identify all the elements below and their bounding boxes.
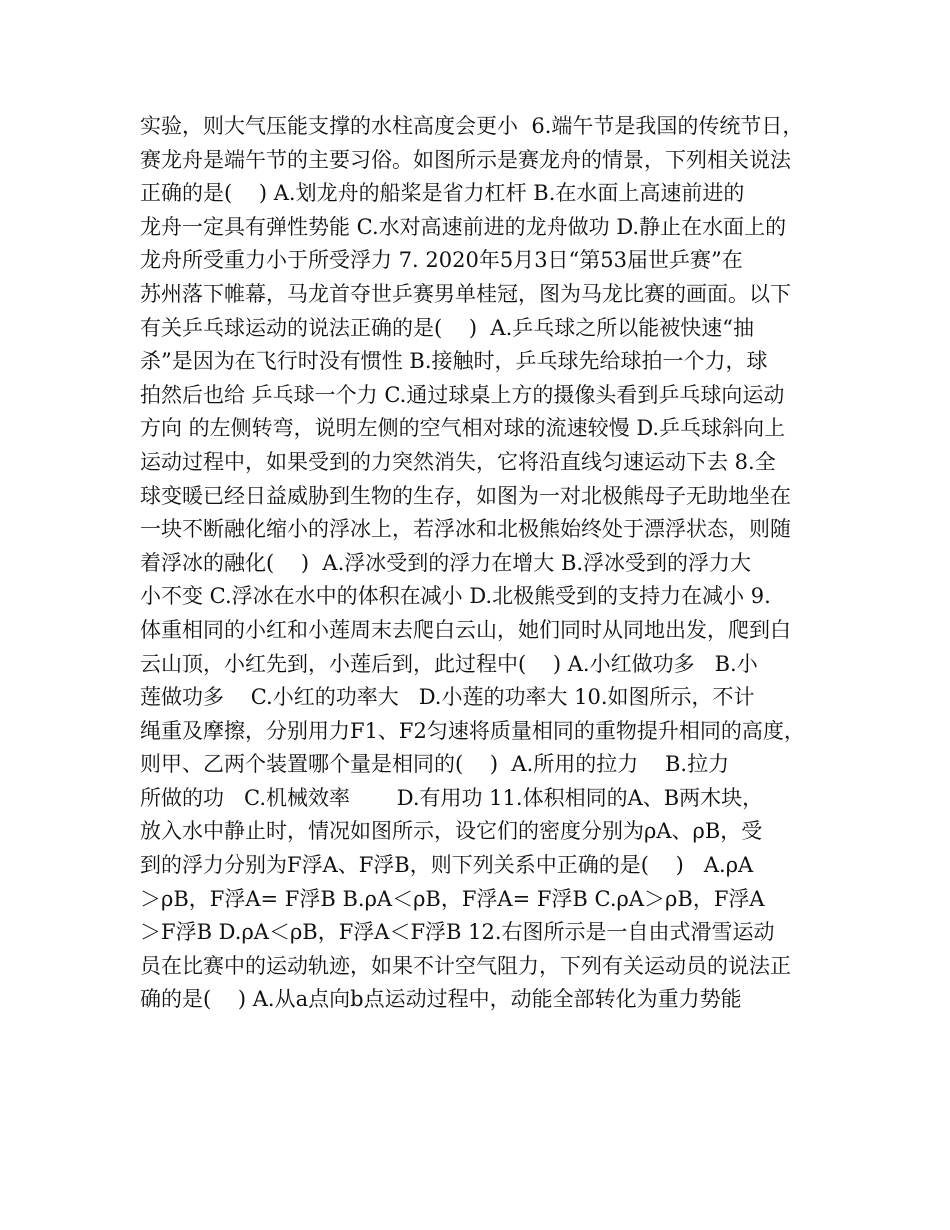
text-line: 龙舟一定具有弹性势能 C.水对高速前进的龙舟做功 D.静止在水面上的	[140, 214, 787, 239]
text-line: 体重相同的小红和小莲周末去爬白云山，她们同时从同地出发，爬到白	[140, 617, 791, 642]
text-line: 云山顶，小红先到，小莲后到，此过程中( ) A.小红做功多 B.小	[140, 651, 758, 676]
text-line: 放入水中静止时，情况如图所示，设它们的密度分别为ρA、ρB，受	[140, 819, 763, 844]
text-line: 确的是( ) A.从a点向b点运动过程中，动能全部转化为重力势能	[140, 987, 742, 1012]
text-line: ＞ρB，F浮A= F浮B B.ρA＜ρB，F浮A= F浮B C.ρA＞ρB，F浮A	[140, 886, 765, 911]
text-line: 杀”是因为在飞行时没有惯性 B.接触时，乒乓球先给球拍一个力，球	[140, 349, 768, 374]
text-line: 绳重及摩擦，分别用力F1、F2匀速将质量相同的重物提升相同的高度，	[140, 718, 805, 743]
text-line: 小不变 C.浮冰在水中的体积在减小 D.北极熊受到的支持力在减小 9.	[140, 584, 771, 609]
text-line: 到的浮力分别为F浮A、F浮B，则下列关系中正确的是( ) A.ρA	[140, 853, 754, 878]
text-line: 则甲、乙两个装置哪个量是相同的( ) A.所用的拉力 B.拉力	[140, 752, 730, 777]
text-line: 员在比赛中的运动轨迹，如果不计空气阻力，下列有关运动员的说法正	[140, 953, 791, 978]
text-line: 一块不断融化缩小的浮冰上，若浮冰和北极熊始终处于漂浮状态，则随	[140, 517, 791, 542]
text-line: 莲做功多 C.小红的功率大 D.小莲的功率大 10.如图所示，不计	[140, 685, 755, 710]
text-line: 运动过程中，如果受到的力突然消失，它将沿直线匀速运动下去 8.全	[140, 449, 776, 474]
text-line: 龙舟所受重力小于所受浮力 7. 2020年5月3日“第53届世乒赛”在	[140, 248, 743, 273]
text-line: 实验，则大气压能支撑的水柱高度会更小 6.端午节是我国的传统节日，	[140, 114, 804, 138]
text-line: 着浮冰的融化( ) A.浮冰受到的浮力在增大 B.浮冰受到的浮力大	[140, 550, 752, 575]
text-line: 方向 的左侧转弯，说明左侧的空气相对球的流速较慢 D.乒乓球斜向上	[140, 416, 786, 441]
text-line: 球变暖已经日益威胁到生物的生存，如图为一对北极熊母子无助地坐在	[140, 483, 791, 508]
text-line: ＞F浮B D.ρA＜ρB，F浮A＜F浮B 12.右图所示是一自由式滑雪运动	[140, 920, 775, 945]
body-text	[140, 110, 830, 1017]
text-line: 所做的功 C.机械效率 D.有用功 11.体积相同的A、B两木块，	[140, 785, 764, 810]
text-line: 苏州落下帷幕，马龙首夺世乒赛男单桂冠，图为马龙比赛的画面。以下	[140, 281, 791, 306]
text-line: 赛龙舟是端午节的主要习俗。如图所示是赛龙舟的情景，下列相关说法	[140, 147, 791, 172]
text-line: 有关乒乓球运动的说法正确的是( ) A.乒乓球之所以能被快速“抽	[140, 315, 755, 340]
text-line: 拍然后也给 乒乓球一个力 C.通过球桌上方的摄像头看到乒乓球向运动	[140, 382, 785, 407]
text-line: 正确的是( ) A.划龙舟的船桨是省力杠杆 B.在水面上高速前进的	[140, 181, 745, 206]
